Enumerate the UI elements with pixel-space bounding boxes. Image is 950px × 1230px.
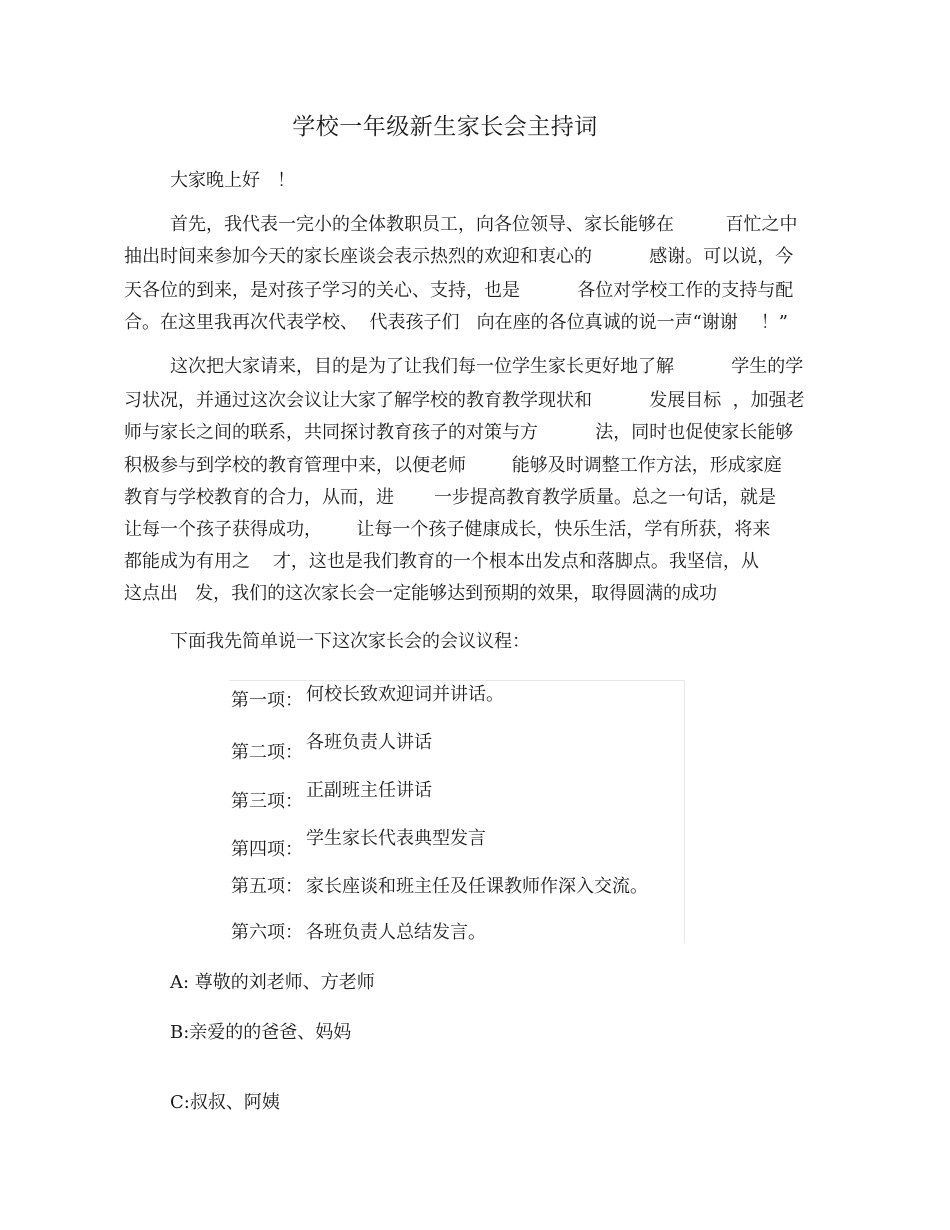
para1-line-4: 合。在这里我再次代表学校、 代表孩子们 向在座的各位真诚的说一声“谢谢 ！” [124,312,788,333]
agenda-text-1: 何校长致欢迎词并讲话。 [306,684,504,705]
salutation-c: C:叔叔、阿姨 [170,1092,280,1113]
para1-line-3: 天各位的到来，是对孩子学习的关心、支持，也是 各位对学校工作的支持与配 [124,280,794,301]
agenda-label-4: 第四项： [231,839,303,860]
greeting: 大家晚上好 ！ [170,170,296,191]
para2-line-2: 习状况，并通过这次会议让大家了解学校的教育教学现状和 发展目标 ，加强老 [124,390,805,411]
para2-line-1: 这次把大家请来，目的是为了让我们每一位学生家长更好地了解 学生的学 [170,356,804,377]
agenda-text-6: 各班负责人总结发言。 [306,922,486,943]
agenda-label-2: 第二项： [231,742,303,763]
para1-line-2: 抽出时间来参加今天的家长座谈会表示热烈的欢迎和衷心的 感谢。可以说，今 [124,246,794,267]
agenda-label-6: 第六项： [231,922,303,943]
salutation-b: B:亲爱的的爸爸、妈妈 [170,1022,352,1043]
agenda-text-5: 家长座谈和班主任及任课教师作深入交流。 [306,876,648,897]
para2-line-8: 这点出 发，我们的这次家长会一定能够达到预期的效果，取得圆满的成功 [124,583,718,604]
salutation-a: A: 尊敬的刘老师、方老师 [170,972,375,993]
para2-line-5: 教育与学校教育的合力，从而，进 一步提高教育教学质量。总之一句话，就是 [124,487,777,508]
agenda-label-5: 第五项： [231,876,303,897]
para1-line-1: 首先，我代表一完小的全体教职员工，向各位领导、家长能够在 百忙之中 [170,214,798,235]
agenda-label-3: 第三项： [231,791,303,812]
agenda-text-3: 正副班主任讲话 [306,780,432,801]
para2-line-4: 积极参与到学校的教育管理中来，以便老师 能够及时调整工作方法，形成家庭 [124,455,782,476]
agenda-text-2: 各班负责人讲话 [306,732,432,753]
para2-line-7: 都能成为有用之 才，这也是我们教育的一个根本出发点和落脚点。我坚信，从 [124,551,759,572]
agenda-text-4: 学生家长代表典型发言 [306,828,486,849]
document-title: 学校一年级新生家长会主持词 [292,114,598,140]
agenda-intro: 下面我先简单说一下这次家长会的会议议程： [170,631,530,652]
agenda-label-1: 第一项： [231,690,303,711]
para2-line-6: 让每一个孩子获得成功， 让每一个孩子健康成长，快乐生活，学有所获，将来 [124,519,771,540]
para2-line-3: 师与家长之间的联系，共同探讨教育孩子的对策与方 法，同时也促使家长能够 [124,422,794,443]
